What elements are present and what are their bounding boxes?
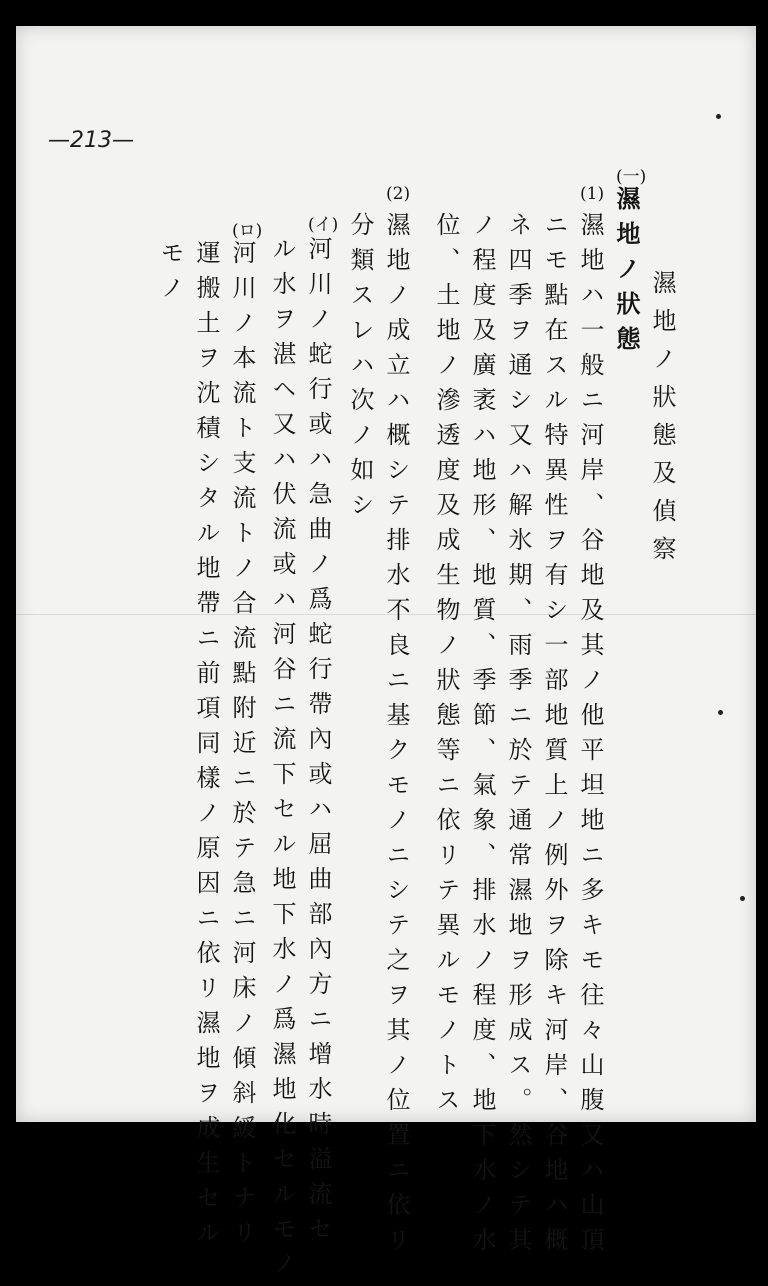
item-i-marker: (イ) <box>308 215 339 235</box>
item-ro-marker: (ロ) <box>232 221 263 241</box>
item-1-line-4: ノ程度及廣袤ハ地形、地質、季節、氣象、排水ノ程度、地下水ノ水 <box>468 212 496 1262</box>
section-heading: 濕地ノ狀態 <box>612 186 641 361</box>
item-1-line-2: ニモ點在スル特異性ヲ有シ一部地質上ノ例外ヲ除キ河岸、谷地ハ概 <box>540 212 568 1262</box>
section-marker: (一) <box>616 167 647 187</box>
item-1-line-5: 位、土地ノ滲透度及成生物ノ狀態等ニ依リテ異ルモノトス <box>432 212 460 1122</box>
item-2-line-2: 分類スレハ次ノ如シ <box>346 212 374 527</box>
item-2-line-1: 濕地ノ成立ハ概シテ排水不良ニ基クモノニシテ之ヲ其ノ位置ニ依リ <box>382 212 410 1262</box>
ink-speck <box>718 710 723 715</box>
item-1-line-3: ネ四季ヲ通シ又ハ解氷期、雨季ニ於テ通常濕地ヲ形成ス。然シテ其 <box>504 212 532 1262</box>
item-ro-line-3: モノ <box>156 240 184 310</box>
item-i-line-1: 河川ノ蛇行或ハ急曲ノ爲蛇行帶內或ハ屈曲部內方ニ增水時溢流セ <box>304 236 332 1251</box>
item-2-marker: (2) <box>386 184 411 204</box>
item-ro-line-2: 運搬土ヲ沈積シタル地帶ニ前項同樣ノ原因ニ依リ濕地ヲ成生セル <box>192 240 220 1255</box>
item-1-marker: (1) <box>580 184 605 204</box>
ink-speck <box>740 896 745 901</box>
item-1-line-1: 濕地ハ一般ニ河岸、谷地及其ノ他平坦地ニ多キモ往々山腹又ハ山頂 <box>576 212 604 1262</box>
document-title: 濕地ノ狀態及偵察 <box>648 270 676 574</box>
ink-speck <box>716 114 721 119</box>
page-number: —213— <box>48 128 134 153</box>
item-i-line-2: ル水ヲ湛ヘ又ハ伏流或ハ河谷ニ流下セル地下水ノ爲濕地化セルモノ <box>268 236 296 1286</box>
item-ro-line-1: 河川ノ本流ト支流トノ合流點附近ニ於テ急ニ河床ノ傾斜緩トナリ <box>228 240 256 1255</box>
